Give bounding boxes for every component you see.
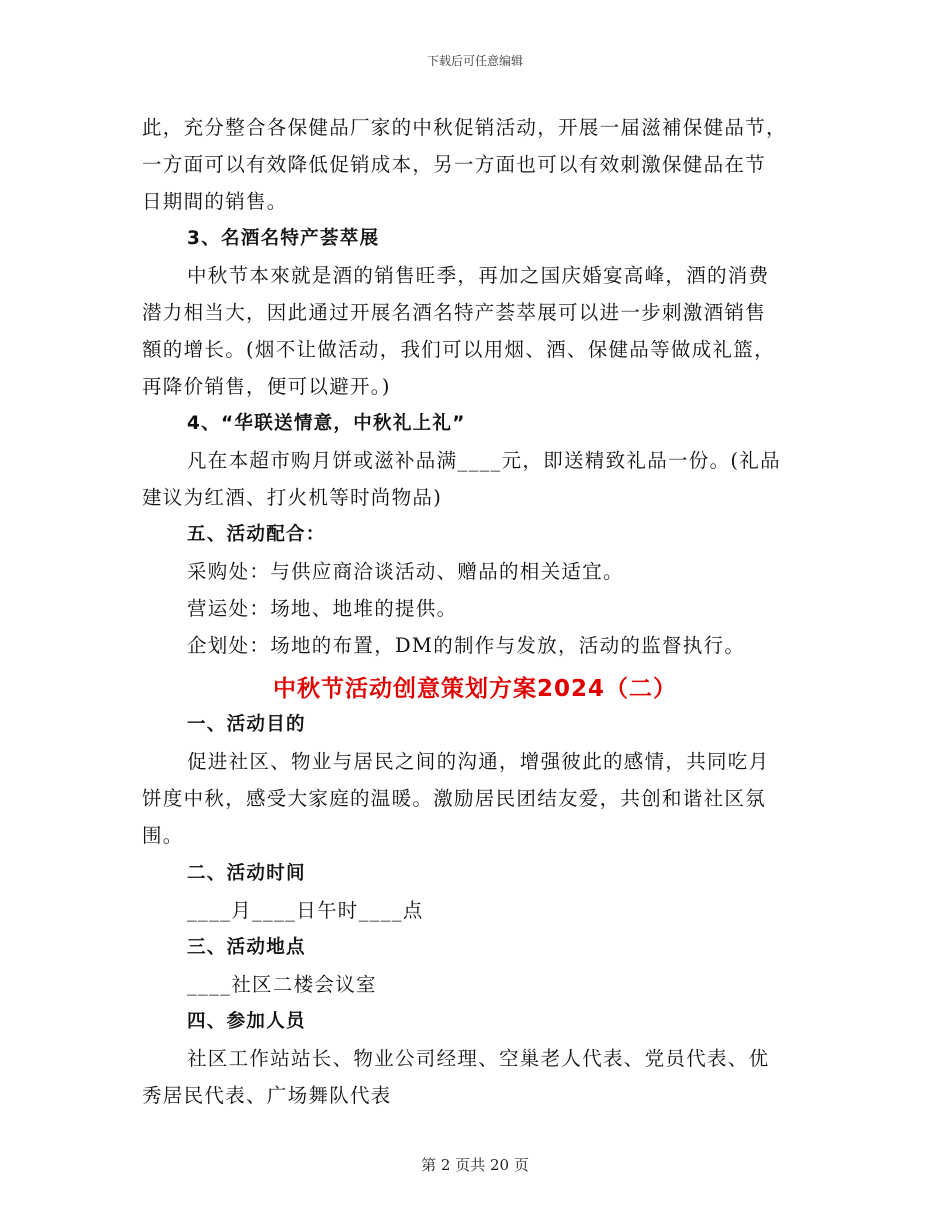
- section-heading: 一、活动目的: [187, 714, 306, 735]
- paragraph-line: 額的增长。(烟不让做活动，我们可以用烟、酒、保健品等做成礼篮，: [142, 338, 775, 361]
- paragraph-line: 中秋节本來就是酒的销售旺季，再加之国庆婚宴高峰，酒的消费: [187, 264, 770, 287]
- document-title: 中秋节活动创意策划方案2024（二）: [272, 676, 677, 702]
- section-heading: 3、名酒名特产荟萃展: [187, 228, 380, 249]
- paragraph-line: 潜力相当大，因此通过开展名酒名特产荟萃展可以进一步刺激酒销售: [142, 301, 767, 324]
- section-heading: 二、活动时间: [187, 863, 306, 884]
- section-heading: 四、参加人员: [187, 1011, 306, 1032]
- paragraph-line: 饼度中秋，感受大家庭的温暖。激励居民团结友爱，共创和谐社区氛: [142, 787, 767, 810]
- paragraph-line: 促进社区、物业与居民之间的沟通，增强彼此的感情，共同吃月: [187, 750, 770, 773]
- paragraph-line: 企划处：场地的布置，DM的制作与发放，活动的监督执行。: [187, 634, 746, 657]
- paragraph-line: 采购处：与供应商洽谈活动、赠品的相关适宜。: [187, 560, 624, 583]
- paragraph-line: 一方面可以有效降低促销成本，另一方面也可以有效刺激保健品在节: [142, 153, 767, 176]
- page-header: 下载后可任意编辑: [426, 54, 523, 68]
- paragraph-line: 日期間的销售。: [142, 190, 288, 213]
- paragraph-line: 秀居民代表、广场舞队代表: [142, 1084, 392, 1107]
- paragraph-line: ____月____日午时____点: [187, 899, 424, 922]
- paragraph-line: 社区工作站站长、物业公司经理、空巢老人代表、党员代表、优: [187, 1047, 770, 1070]
- paragraph-line: 围。: [142, 824, 184, 847]
- page-footer: 第 2 页共 20 页: [421, 1156, 529, 1174]
- paragraph-line: 此，充分整合各保健品厂家的中秋促销活动，开展一届滋補保健品节，: [142, 116, 787, 139]
- paragraph-line: 营运处：场地、地堆的提供。: [187, 597, 458, 620]
- paragraph-line: 凡在本超市购月饼或滋补品满____元，即送精致礼品一份。(礼品: [187, 449, 781, 472]
- paragraph-line: 建议为红酒、打火机等时尚物品): [142, 486, 443, 509]
- section-heading: 五、活动配合：: [187, 524, 326, 545]
- paragraph-line: ____社区二楼会议室: [187, 973, 377, 996]
- section-heading: 三、活动地点: [187, 937, 306, 958]
- section-heading: 4、“华联送情意，中秋礼上礼”: [187, 413, 466, 434]
- paragraph-line: 再降价销售，便可以避开。): [142, 375, 391, 398]
